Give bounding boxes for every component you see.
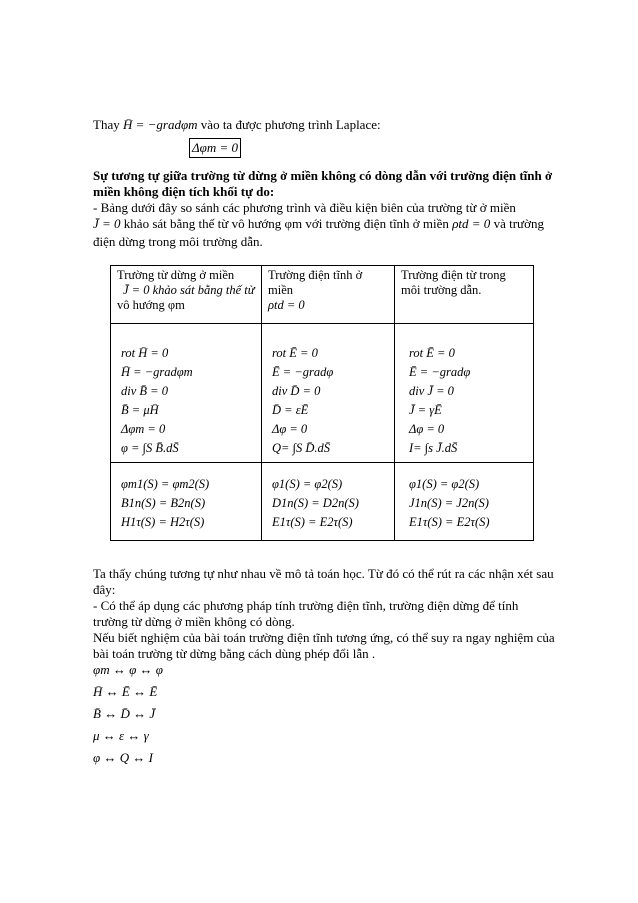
conclusion-line6: bài toán trường từ dừng bằng cách dùng phép đổi lẫn . [93, 646, 376, 661]
boundary-condition: φ1(S) = φ2(S) [272, 477, 343, 491]
header-line1: Trường điện tĩnh ở [268, 268, 363, 282]
table-equations-row [111, 324, 534, 463]
comparison-table [110, 265, 534, 541]
section-paragraph-line1: - Bảng dưới đây so sánh các phương trình và điều kiện biên của trường từ ở miền [93, 200, 516, 215]
equation: Ē = −gradφ [409, 365, 471, 379]
equation: φ = ∫S B̄.dS̄ [121, 441, 179, 455]
charge-density-zero: ρtd = 0 [452, 216, 491, 231]
boundary-condition: J1n(S) = J2n(S) [409, 496, 489, 510]
table-boundary-row [111, 463, 534, 541]
equation: Q= ∫S D̄.dS̄ [272, 441, 331, 455]
header-line1: Trường điện từ trong [401, 268, 506, 282]
equation: rot H̄ = 0 [121, 346, 169, 360]
header-cell-magnetostatic [111, 266, 262, 324]
intro-line [93, 117, 381, 133]
header-line3: vô hướng φm [117, 298, 185, 312]
section-paragraph-line3: điện dừng trong môi trường dẫn. [93, 234, 263, 249]
conclusion-line4: trường từ dừng ở miền không có dòng. [93, 614, 295, 629]
intro-formula: H̄ = −gradφm [122, 117, 198, 132]
current-density-zero: J̄ = 0 [93, 216, 121, 231]
header-line3: ρtd = 0 [268, 298, 305, 312]
section-heading-line1: Sự tương tự giữa trường từ dừng ở miền không có dòng dẫn với trường điện tĩnh ở [93, 168, 553, 183]
equations-cell-magnetostatic [111, 324, 262, 463]
intro-suffix: vào ta được phương trình Laplace: [200, 117, 381, 132]
equation: Ē = −gradφ [272, 365, 334, 379]
equation: B̄ = μH̄ [121, 403, 159, 417]
boundary-cell-conductive [395, 463, 534, 541]
equation: J̄ = γĒ [409, 403, 442, 417]
header-line2: J̄ = 0 khảo sát bằng thế từ [123, 283, 255, 297]
section-paragraph-line2 [93, 216, 544, 232]
equation: Δφm = 0 [121, 422, 166, 436]
table-header-row [111, 266, 534, 324]
equation: rot Ē = 0 [409, 346, 455, 360]
boundary-condition: E1τ(S) = E2τ(S) [272, 515, 353, 529]
para-text-d: và trường [490, 216, 544, 231]
equation: Δφ = 0 [409, 422, 445, 436]
equation: div D̄ = 0 [272, 384, 321, 398]
equation: Δφ = 0 [272, 422, 308, 436]
intro-prefix: Thay [93, 117, 120, 132]
boundary-condition: H1τ(S) = H2τ(S) [121, 515, 205, 529]
header-line2: môi trường dẫn. [401, 283, 482, 297]
section-heading-line2: miền không điện tích khối tự do: [93, 184, 275, 199]
equation: H̄ = −gradφm [121, 365, 193, 379]
conclusion-line3: - Có thể áp dụng các phương pháp tính trường điện tĩnh, trường điện dừng để tính [93, 598, 519, 613]
para-text-b: khảo sát bằng thế từ vô hướng φm với trường điện tĩnh ở miền [120, 216, 453, 231]
boundary-condition: φm1(S) = φm2(S) [121, 477, 210, 491]
conclusion-line1: Ta thấy chúng tương tự như nhau về mô tả toán học. Từ đó có thể rút ra các nhận xét sau [93, 566, 554, 581]
header-line1: Trường từ dừng ở miền [117, 268, 235, 282]
equation: rot Ē = 0 [272, 346, 318, 360]
conclusion-line5: Nếu biết nghiệm của bài toán trường điện tĩnh tương ứng, có thể suy ra ngay nghiệm của [93, 630, 555, 645]
boundary-cell-magnetostatic [111, 463, 262, 541]
boundary-condition: D1n(S) = D2n(S) [272, 496, 359, 510]
equations-cell-electrostatic [262, 324, 395, 463]
header-cell-electrostatic [262, 266, 395, 324]
equation: div J̄ = 0 [409, 384, 454, 398]
laplace-equation-box: Δφm = 0 [189, 138, 241, 158]
boundary-cell-electrostatic [262, 463, 395, 541]
boundary-condition: φ1(S) = φ2(S) [409, 477, 480, 491]
equations-cell-conductive [395, 324, 534, 463]
correspondence-integral: φ ↔ Q ↔ I [93, 750, 153, 765]
correspondence-potential: φm ↔ φ ↔ φ [93, 662, 163, 677]
equation: D̄ = εĒ [272, 403, 309, 417]
boundary-condition: E1τ(S) = E2τ(S) [409, 515, 490, 529]
equation: I= ∫s J̄.dS̄ [409, 441, 458, 455]
correspondence-flux-density: B̄ ↔ D̄ ↔ J̄ [93, 706, 156, 721]
equation: div B̄ = 0 [121, 384, 168, 398]
header-line2: miền [268, 283, 293, 297]
conclusion-line2: đây: [93, 582, 116, 597]
header-cell-conductive-medium [395, 266, 534, 324]
boundary-condition: B1n(S) = B2n(S) [121, 496, 206, 510]
correspondence-field: H̄ ↔ Ē ↔ Ē [93, 684, 158, 699]
correspondence-material: μ ↔ ε ↔ γ [93, 728, 149, 743]
